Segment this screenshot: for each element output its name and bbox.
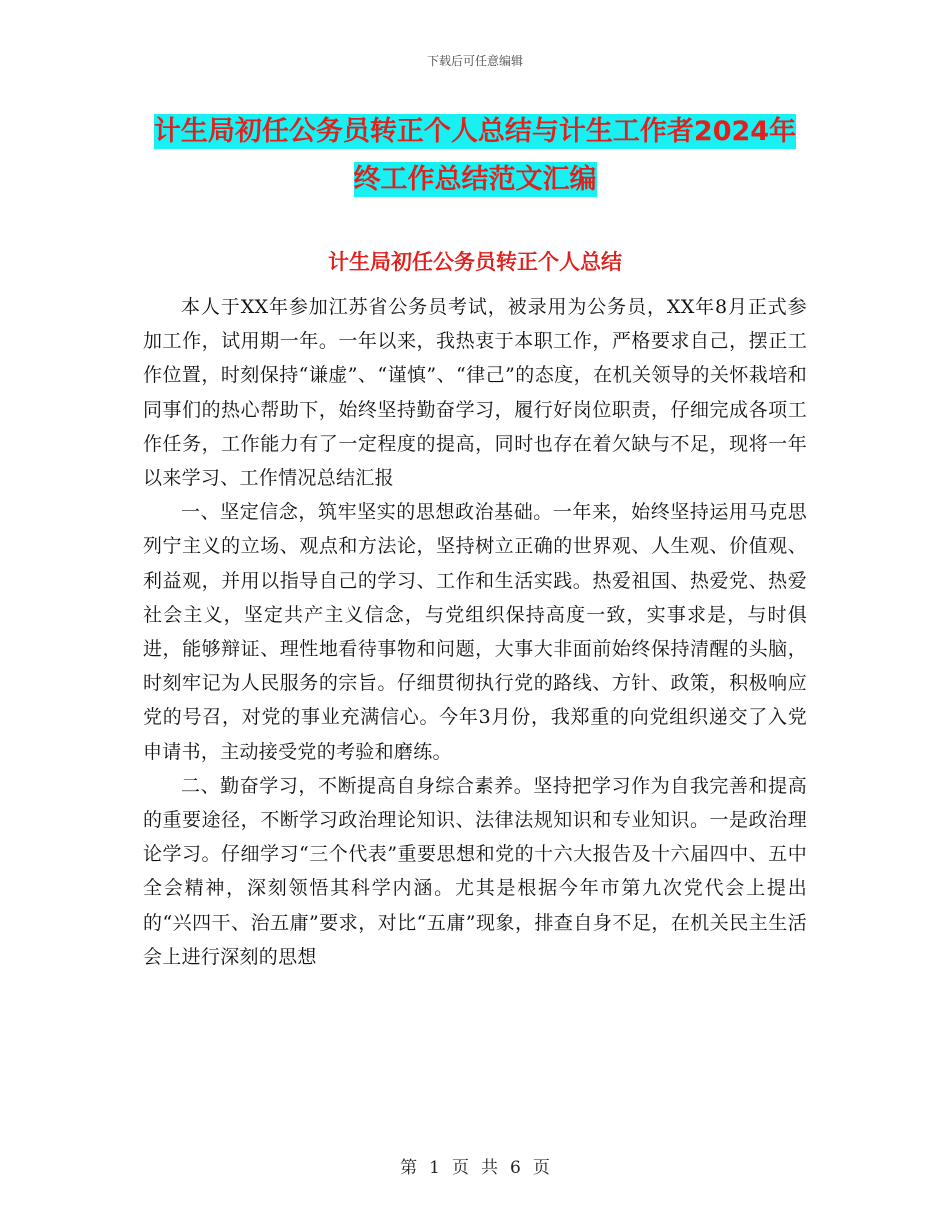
paragraph: 一、坚定信念，筑牢坚实的思想政治基础。一年来，始终坚持运用马克思列宁主义的立场、观点和方法论，坚持树立正确的世界观、人生观、价值观、利益观，并用以指导自己的学习、工作和生活实践。热爱祖国、热爱党、热爱社会主义，坚定共产主义信念，与党组织保持高度一致，实事求是，与时俱进，能够辩证、理性地看待事物和问题，大事大非面前始终保持清醒的头脑，时刻牢记为人民服务的宗旨。仔细贯彻执行党的路线、方针、政策，积极响应党的号召，对党的事业充满信心。今年3月份，我郑重的向党组织递交了入党申请书，主动接受党的考验和磨练。: [143, 501, 807, 763]
page-total-prefix: 共: [481, 1158, 498, 1178]
document-title: [150, 108, 800, 204]
page-label-prefix: 第: [400, 1158, 418, 1178]
page-current: 1: [429, 1158, 440, 1178]
document-body: [143, 290, 807, 974]
paragraph: 本人于XX年参加江苏省公务员考试，被录用为公务员，XX年8月正式参加工作，试用期一年。一年以来，我热衷于本职工作，严格要求自己，摆正工作位置，时刻保持“谦虚”、“谨慎”、“律己”的态度，在机关领导的关怀栽培和同事们的热心帮助下，始终坚持勤奋学习，履行好岗位职责，仔细完成各项工作任务，工作能力有了一定程度的提高，同时也存在着欠缺与不足，现将一年以来学习、工作情况总结汇报: [143, 296, 807, 490]
page-total-suffix: 页: [532, 1158, 550, 1178]
page-label-mid: 页: [452, 1158, 469, 1178]
page-total: 6: [510, 1158, 521, 1178]
header-note: 下载后可任意编辑: [426, 54, 523, 68]
page-footer: [0, 1153, 950, 1178]
section-title: 计生局初任公务员转正个人总结: [328, 250, 622, 274]
document-title-text: 计生局初任公务员转正个人总结与计生工作者2024年终工作总结范文汇编: [153, 116, 797, 195]
paragraph: 二、勤奋学习，不断提高自身综合素养。坚持把学习作为自我完善和提高的重要途径，不断学习政治理论知识、法律法规知识和专业知识。一是政治理论学习。仔细学习“三个代表”重要思想和党的十六大报告及十六届四中、五中全会精神，深刻领悟其科学内涵。尤其是根据今年市第九次党代会上提出的“兴四干、治五庸”要求，对比“五庸”现象，排查自身不足，在机关民主生活会上进行深刻的思想: [143, 774, 807, 968]
